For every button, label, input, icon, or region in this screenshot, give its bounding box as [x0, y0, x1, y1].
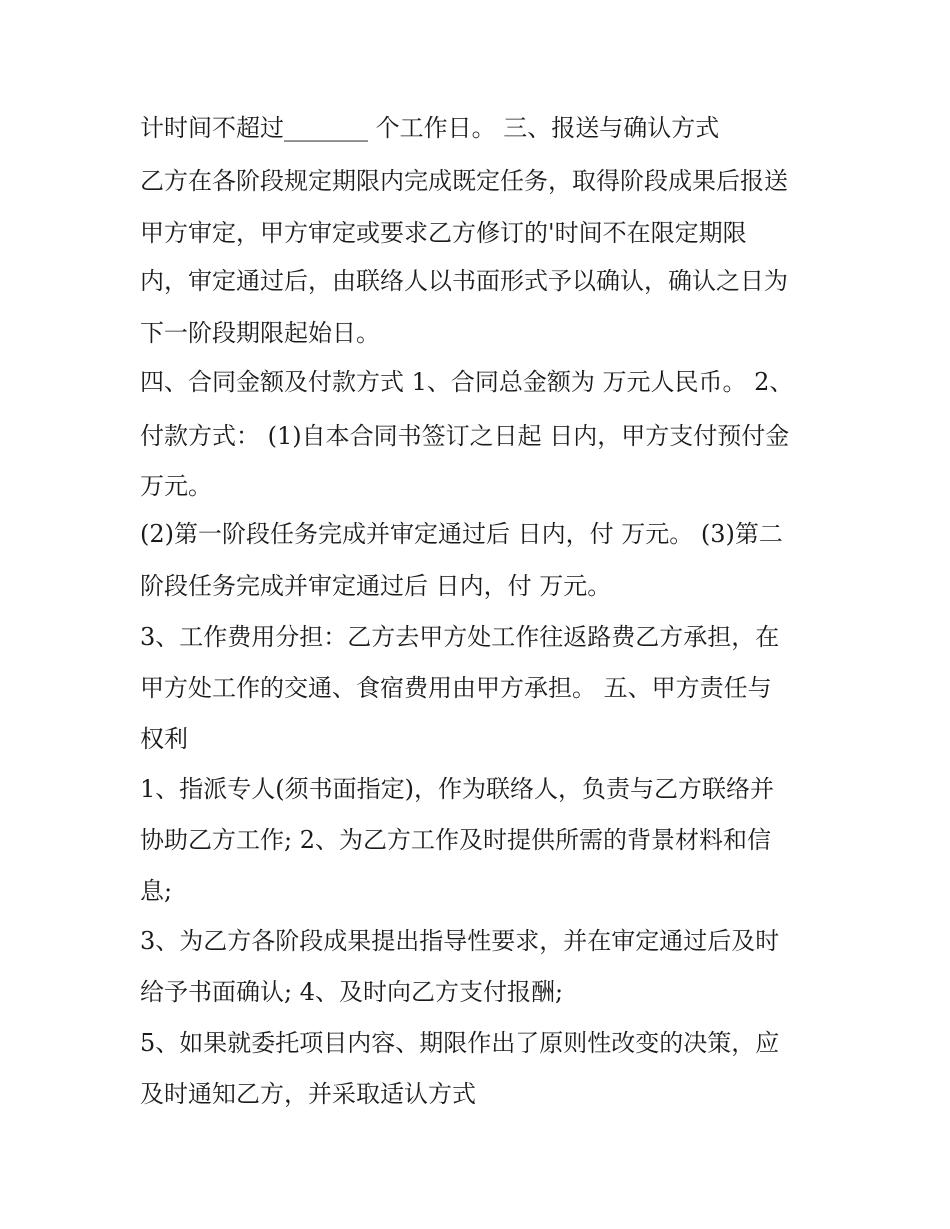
text-line: 阶段任务完成并审定通过后 日内，付 万元。	[140, 572, 612, 600]
text-line: 3、为乙方各阶段成果提出指导性要求，并在审定通过后及时	[140, 927, 780, 955]
text-line: 四、合同金额及付款方式 1、合同总金额为 万元人民币。 2、	[140, 368, 794, 396]
text-line: 给予书面确认; 4、及时向乙方支付报酬;	[140, 978, 564, 1006]
text-line: 协助乙方工作; 2、为乙方工作及时提供所需的背景材料和信	[140, 826, 771, 854]
text-line: 计时间不超过_______ 个工作日。 三、报送与确认方式	[140, 114, 720, 142]
text-line: 付款方式： (1)自本合同书签订之日起 日内，甲方支付预付金	[140, 422, 790, 450]
text-line: 甲方处工作的交通、食宿费用由甲方承担。 五、甲方责任与	[140, 674, 772, 702]
text-line: 万元。	[140, 472, 212, 500]
text-line: 息;	[140, 877, 173, 905]
text-line: 乙方在各阶段规定期限内完成既定任务，取得阶段成果后报送	[140, 167, 788, 195]
text-line: 内，审定通过后，由联络人以书面形式予以确认，确认之日为	[140, 267, 788, 295]
text-line: 3、工作费用分担：乙方去甲方处工作往返路费乙方承担，在	[140, 623, 780, 651]
text-line: (2)第一阶段任务完成并审定通过后 日内，付 万元。 (3)第二	[140, 520, 783, 548]
text-line: 1、指派专人(须书面指定)，作为联络人，负责与乙方联络并	[140, 775, 774, 803]
text-line: 及时通知乙方，并采取适认方式	[140, 1080, 476, 1108]
text-line: 下一阶段期限起始日。	[140, 319, 380, 347]
text-line: 甲方审定，甲方审定或要求乙方修订的'时间不在限定期限	[140, 219, 747, 247]
text-line: 5、如果就委托项目内容、期限作出了原则性改变的决策，应	[140, 1029, 780, 1057]
text-line: 权利	[140, 725, 188, 753]
